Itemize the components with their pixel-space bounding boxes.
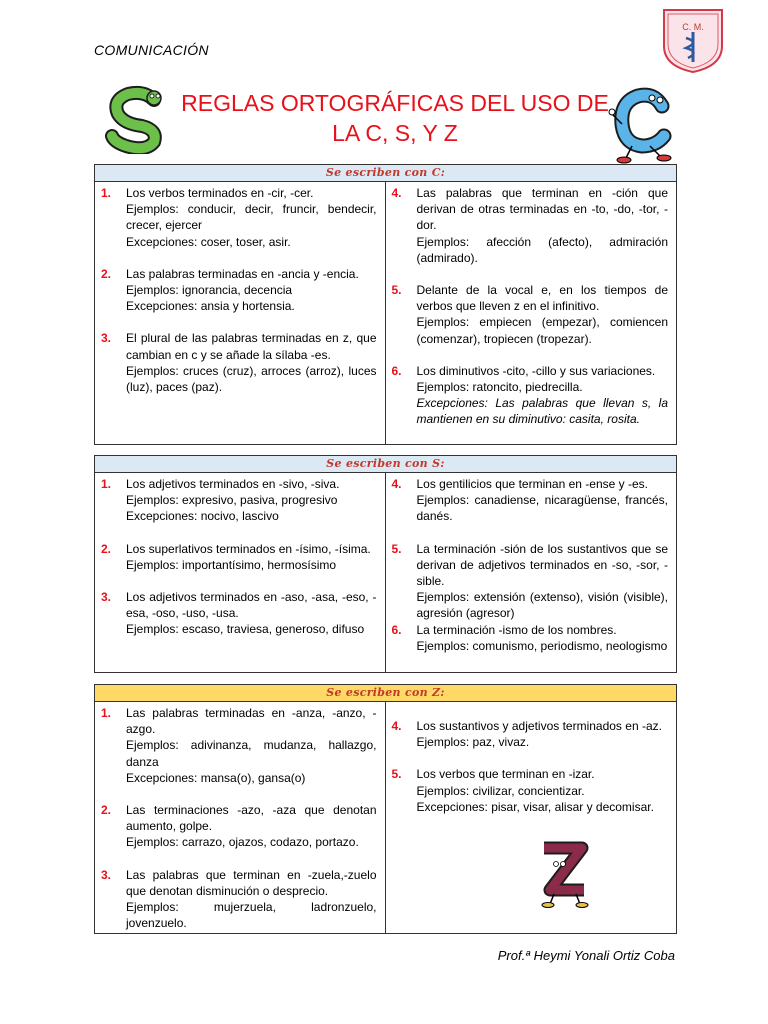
page-title — [170, 88, 620, 148]
subject-label: COMUNICACIÓN — [94, 42, 209, 58]
list-item: 3. El plural de las palabras terminadas en z, que cambian en c y se añade la sílaba -es. Ejemplos: cruces (cruz), arroces (arroz), luces (luz), paces (paz). — [101, 331, 377, 395]
list-item: 1. Los adjetivos terminados en -sivo, -siva. Ejemplos: expresivo, pasiva, progresivo Excepciones: nocivo, lascivo — [101, 477, 340, 524]
list-item: 2. Las terminaciones -azo, -aza que denotan aumento, golpe. Ejemplos: carrazo, ojazos, codazo, portazo. — [101, 803, 377, 850]
section-c-right-column — [386, 182, 677, 444]
section-c-header: Se escriben con C: — [95, 165, 676, 182]
section-s-right-column — [386, 473, 677, 672]
list-item: 5. Los verbos que terminan en -izar. Ejemplos: civilizar, concientizar. Excepciones: pisar, visar, alisar y decomisar. — [391, 767, 654, 814]
section-s-box — [94, 455, 677, 673]
list-item: 6. La terminación -ismo de los nombres. Ejemplos: comunismo, periodismo, neologismo — [391, 622, 668, 653]
school-crest-icon — [658, 6, 728, 74]
list-item: 3. Las palabras que terminan en -zuela,-zuelo que denotan disminución o desprecio. Ejemplos: mujerzuela, ladronzuelo, jovenzuelo. — [101, 867, 377, 931]
section-c-left-column — [95, 182, 386, 444]
list-item: 4. Los gentilicios que terminan en -ense y -es. Ejemplos: canadiense, nicaragüense, francés, danés. — [391, 477, 668, 524]
list-item: 4. Las palabras que terminan en -ción que derivan de otras terminadas en -to, -do, -tor, -dor. Ejemplos: afección (afecto), admiración (admirado). — [391, 186, 668, 265]
section-c-box — [94, 164, 677, 445]
list-item: 2. Los superlativos terminados en -ísimo, -ísima. Ejemplos: importantísimo, hermosísimo — [101, 541, 371, 572]
crest-initials: C. M. — [682, 22, 704, 32]
title-line-2: LA C, S, Y Z — [332, 120, 458, 146]
section-s-header: Se escriben con S: — [95, 456, 676, 473]
list-item: 1. Las palabras terminadas en -anza, -anzo, -azgo. Ejemplos: adivinanza, mudanza, hallazgo, danza Excepciones: mansa(o), gansa(o) — [101, 706, 377, 785]
title-line-1: REGLAS ORTOGRÁFICAS DEL USO DE — [181, 90, 609, 116]
section-z-right-column — [386, 702, 677, 933]
list-item: 4. Los sustantivos y adjetivos terminados en -az. Ejemplos: paz, vivaz. — [391, 719, 662, 750]
list-item: 3. Los adjetivos terminados en -aso, -asa, -eso, -esa, -oso, -uso, -usa. Ejemplos: escaso, traviesa, generoso, difuso — [101, 590, 377, 637]
author-signature: Prof.ª Heymi Yonali Ortiz Coba — [497, 948, 675, 963]
list-item: 1. Los verbos terminados en -cir, -cer. Ejemplos: conducir, decir, fruncir, bendecir, crecer, ejercer Excepciones: coser, toser, asir. — [101, 186, 377, 249]
list-item: 5. Delante de la vocal e, en los tiempos de verbos que lleven z en el infinitivo. Ejemplos: empiecen (empezar), comiencen (comenzar), tropiecen (tropezar). — [391, 283, 668, 346]
list-item: 6. Los diminutivos -cito, -cillo y sus variaciones. Ejemplos: ratoncito, piedrecilla. Excepciones: Las palabras que llevan s, la mantienen en su diminutivo: casita, rosita. — [391, 363, 668, 427]
section-z-header: Se escriben con Z: — [95, 685, 676, 702]
letter-s-mascot-icon — [104, 84, 174, 154]
list-item: 5. La terminación -sión de los sustantivos que se derivan de adjetivos terminados en -so, -sor, -sible. Ejemplos: extensión (extenso), visión (visible), agresión (agresor) — [391, 541, 668, 621]
list-item: 2. Las palabras terminadas en -ancia y -encia. Ejemplos: ignorancia, decencia Excepciones: ansia y hortensia. — [101, 266, 359, 314]
letter-c-mascot-icon — [608, 84, 678, 166]
section-z-left-column — [95, 702, 386, 933]
section-s-left-column — [95, 473, 386, 672]
letter-z-mascot-icon — [536, 838, 592, 908]
